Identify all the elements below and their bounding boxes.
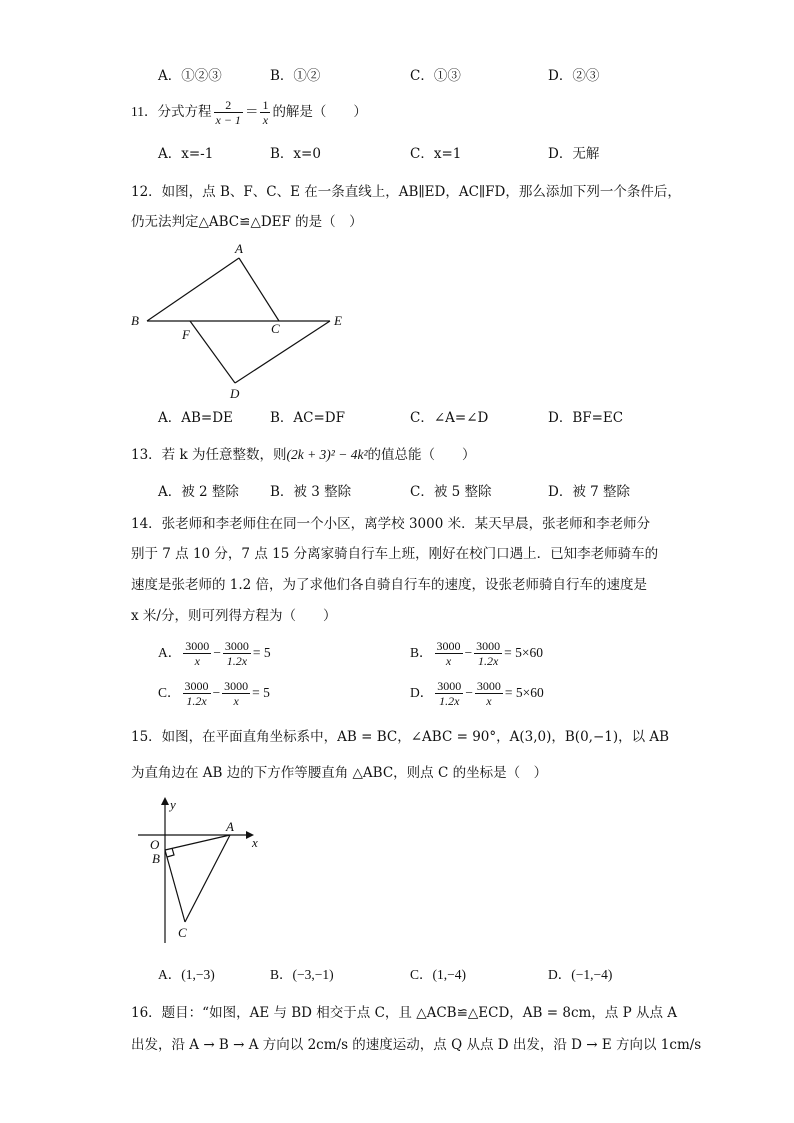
- q11-number: 11．: [131, 104, 158, 119]
- q15-label-b: B: [152, 851, 160, 866]
- q15-option-b: B．(−3,−1): [270, 967, 334, 982]
- q12-label-d: D: [230, 386, 240, 401]
- q12-option-b: B．AC=DF: [270, 410, 346, 426]
- q12-option-a: A．AB=DE: [158, 410, 233, 426]
- q11-fraction-2: $\frac{1}{x}$: [262, 98, 269, 128]
- q11-option-d: D．无解: [548, 146, 600, 162]
- q14-option-b: B． $\frac{3000}{x}$ − $\frac{3000}{1.2x}$ = 5×60: [410, 639, 543, 669]
- q12-option-c: C．∠A=∠D: [410, 410, 489, 426]
- q12-line-2: 仍无法判定△ABC≌△DEF 的是（ ）: [131, 214, 363, 230]
- q13-stem: 13．若 k 为任意整数，则(2k + 3)² − 4k²的值总能（ ）: [131, 447, 476, 463]
- q10-option-d: D．②③: [548, 68, 600, 84]
- q11-stem: [131, 94, 367, 130]
- q12-label-c: C: [271, 321, 280, 336]
- q12-label-e: E: [334, 313, 342, 328]
- q12-option-d: D．BF=EC: [548, 410, 624, 426]
- q16-line-2: 出发，沿 A → B → A 方向以 2cm/s 的速度运动，点 Q 从点 D 出发，沿 D → E 方向以 1cm/s: [131, 1037, 702, 1053]
- q13-expression: (2k + 3)² − 4k²: [286, 447, 368, 462]
- q14-line-4: x 米/分，则可列得方程为（ ）: [131, 608, 337, 624]
- q12-label-a: A: [235, 241, 243, 256]
- q14-option-a: A． $\frac{3000}{x}$ − $\frac{3000}{1.2x}$ = 5: [158, 639, 271, 669]
- q11-option-c: C．x=1: [410, 146, 462, 162]
- q15-label-x: x: [252, 835, 258, 850]
- q15-line-1: 15．如图，在平面直角坐标系中，AB = BC，∠ABC = 90°，A(3,0)，B(0,−1)，以 AB: [131, 729, 670, 745]
- q15-label-a: A: [226, 819, 234, 834]
- q13-option-a: A．被 2 整除: [158, 484, 239, 500]
- q15-option-a: A．(1,−3): [158, 967, 215, 982]
- q13-option-b: B．被 3 整除: [270, 484, 352, 500]
- q11-option-b: B．x=0: [270, 146, 321, 162]
- q11-option-a: A．x=-1: [158, 146, 214, 162]
- q10-option-c: C．①③: [410, 68, 461, 84]
- q14-option-d: D． $\frac{3000}{1.2x}$ − $\frac{3000}{x}$ = 5×60: [410, 679, 544, 709]
- q13-option-c: C．被 5 整除: [410, 484, 492, 500]
- q12-line-1: 12．如图，点 B、F、C、E 在一条直线上，AB∥ED，AC∥FD，那么添加下列一个条件后，: [131, 184, 681, 200]
- q14-line-1: 14．张老师和李老师住在同一个小区，离学校 3000 米．某天早晨，张老师和李老师分: [131, 516, 651, 532]
- q11-text-a: 分式方程: [157, 104, 212, 119]
- q14-line-3: 速度是张老师的 1.2 倍，为了求他们各自骑自行车的速度，设张老师骑自行车的速度是: [131, 577, 648, 593]
- q15-label-c: C: [178, 925, 187, 940]
- q11-text-b: 的解是（ ）: [272, 104, 367, 119]
- q11-equals: ＝: [244, 104, 259, 119]
- q15-option-d: D．(−1,−4): [548, 967, 613, 982]
- q12-label-b: B: [131, 313, 139, 328]
- q10-option-a: A．①②③: [158, 68, 222, 84]
- q16-line-1: 16．题目：“如图，AE 与 BD 相交于点 C，且 △ACB≌△ECD，AB = 8cm，点 P 从点 A: [131, 1005, 678, 1021]
- q15-line-2: 为直角边在 AB 边的下方作等腰直角 △ABC，则点 C 的坐标是（ ）: [131, 765, 548, 781]
- q12-figure: [125, 238, 355, 406]
- q15-option-c: C．(1,−4): [410, 967, 466, 982]
- q15-label-o: O: [150, 837, 160, 852]
- q12-label-f: F: [182, 327, 190, 342]
- q10-option-b: B．①②: [270, 68, 321, 84]
- q15-figure: [130, 795, 270, 945]
- q14-line-2: 别于 7 点 10 分，7 点 15 分离家骑自行车上班，刚好在校门口遇上．已知李老师骑车的: [131, 546, 659, 562]
- q14-option-c: C． $\frac{3000}{1.2x}$ − $\frac{3000}{x}$ = 5: [158, 679, 270, 709]
- q15-label-y: y: [170, 797, 176, 812]
- q13-option-d: D．被 7 整除: [548, 484, 630, 500]
- q11-fraction-1: $\frac{2}{x - 1}$: [215, 98, 241, 128]
